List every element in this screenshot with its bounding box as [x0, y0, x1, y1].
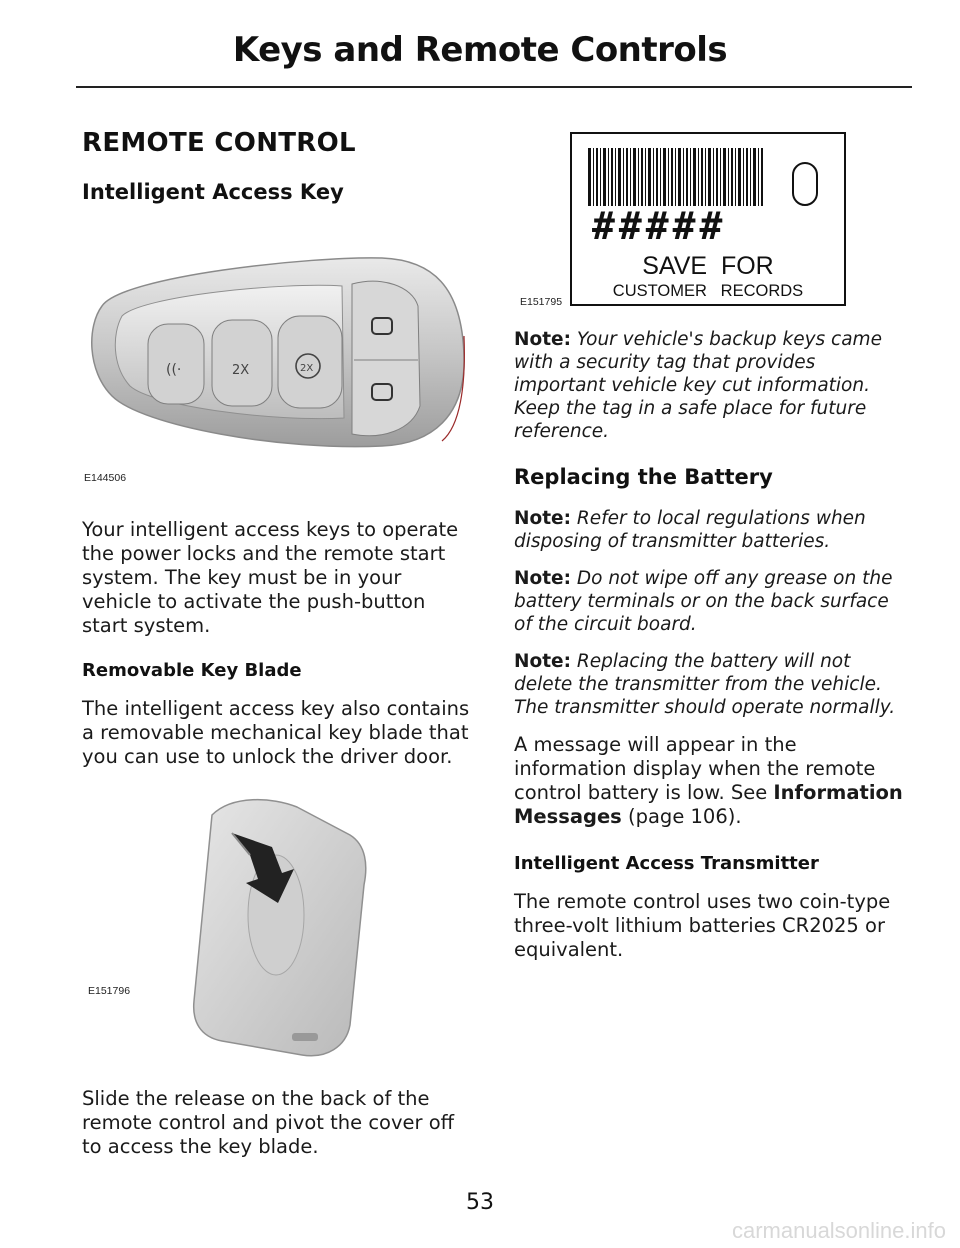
security-tag: [570, 132, 846, 306]
left-column: [82, 118, 474, 1159]
barcode-graphic: [588, 148, 766, 206]
paragraph-low-battery-message: [514, 733, 910, 829]
page-reference: (page 106).: [628, 805, 742, 828]
key-fob-illustration: [82, 246, 474, 486]
note-label: Note:: [514, 568, 571, 589]
paragraph-intelligent-keys: Your intelligent access keys to operate the power locks and the remote start system. The key must be in your vehicle to activate the push-button start system.: [82, 518, 459, 637]
paragraph-key-blade: The intelligent access key also contains a removable mechanical key blade that you can use to unlock the driver door.: [82, 697, 470, 768]
heading-intelligent-access-transmitter: Intelligent Access Transmitter: [514, 853, 819, 874]
figure-key-fob: [82, 246, 474, 486]
note-label: Note:: [514, 651, 571, 672]
section-title: REMOTE CONTROL: [82, 128, 356, 158]
figure-id-e151796: E151796: [88, 985, 131, 997]
tag-save-for: SAVE FOR: [642, 252, 774, 280]
key-back-illustration: [82, 785, 474, 1065]
page-header-title: Keys and Remote Controls: [232, 30, 728, 70]
figure-key-back: [82, 785, 474, 1065]
note-grease-text: Do not wipe off any grease on the battery terminals or on the back surface of the circuit board.: [514, 568, 893, 635]
page-number: 53: [466, 1190, 494, 1215]
trunk-button: [278, 316, 342, 408]
heading-replacing-battery: Replacing the Battery: [514, 465, 773, 489]
note-label: Note:: [514, 329, 571, 350]
note-replacing-battery: [514, 650, 910, 719]
note-replacing-battery-text: Replacing the battery will not delete the transmitter from the vehicle. The transmitter should operate normally.: [514, 651, 896, 718]
paragraph-slide-release: Slide the release on the back of the remote control and pivot the cover off to access the key blade.: [82, 1087, 455, 1158]
note-regulations: [514, 507, 910, 553]
svg-text:((·: ((·: [166, 362, 182, 378]
svg-text:2X: 2X: [232, 363, 250, 378]
watermark: carmanualsonline.info: [731, 1218, 946, 1243]
note-backup-keys-text: Your vehicle's backup keys came with a security tag that provides important vehicle key cut information. Keep the tag in a safe place for future reference.: [514, 329, 882, 442]
right-column: [514, 118, 910, 962]
paragraph-battery-type: The remote control uses two coin-type three-volt lithium batteries CR2025 or equivalent.: [514, 890, 891, 961]
note-backup-keys: [514, 328, 910, 443]
header-rule: [76, 86, 912, 88]
svg-text:2X: 2X: [300, 363, 314, 374]
information-messages-link[interactable]: Information Messages: [514, 781, 903, 828]
subheading-removable-key-blade: Removable Key Blade: [82, 660, 302, 681]
note-label: Note:: [514, 508, 571, 529]
tag-hashes: #####: [592, 204, 727, 248]
figure-id-e151795: E151795: [520, 296, 563, 308]
tag-hole: [792, 162, 818, 206]
figure-id-e144506: E144506: [84, 472, 127, 484]
subheading-intelligent-access-key: Intelligent Access Key: [82, 180, 344, 204]
tag-customer-records: CUSTOMER RECORDS: [612, 282, 804, 300]
note-grease: [514, 567, 910, 636]
note-regulations-text: Refer to local regulations when disposing of transmitter batteries.: [514, 508, 866, 552]
figure-security-tag: [514, 118, 910, 312]
low-battery-text: A message will appear in the information display when the remote control battery is low. See: [514, 733, 876, 804]
